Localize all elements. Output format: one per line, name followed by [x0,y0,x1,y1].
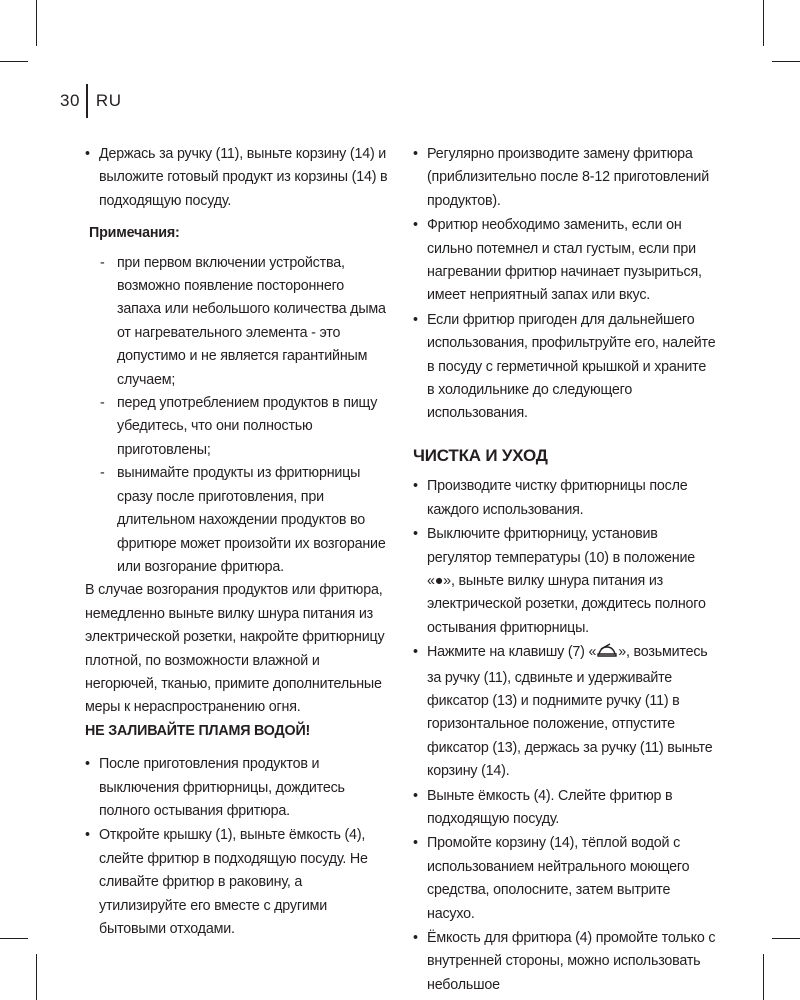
warning-text: НЕ ЗАЛИВАЙТЕ ПЛАМЯ ВОДОЙ! [85,722,311,739]
list-item: • Промойте корзину (14), тёплой водой с использованием нейтрального моющего средства, ополосните, затем вытрите насухо. [413,832,717,926]
list-item: • Откройте крышку (1), выньте ёмкость (4), слейте фритюр в подходящую посуду. Не сливайте фритюр в раковину, а утилизируйте его вместе с другими бытовыми отходами. [85,824,391,941]
crop-mark-top-left-h [0,61,28,62]
fire-paragraph: В случае возгорания продуктов или фритюра, немедленно выньте вилку шнура питания из электрической розетки, накройте фритюрницу плотной, по возможности влажной и негорючей, тканью, примите дополнительные меры к нераспространению огня. [85,582,385,716]
section-title: ЧИСТКА И УХОД [413,445,548,465]
left-column [85,143,391,942]
list-item-text-end: », возьмитесь за ручку (11), сдвиньте и удерживайте фиксатор (13) и поднимите ручку (11) в горизонтальное положение, отпустите фиксатор (13), держась за ручку (11) выньте корзину (14). [427,644,713,780]
language-code: RU [95,91,122,110]
note-item: - при первом включении устройства, возможно появление постороннего запаха или небольшого количества дыма от нагревательного элемента - это допустимо и не является гарантийным случаем; [100,252,391,392]
intro-list [85,143,391,213]
list-item: • Ёмкость для фритюра (4) промойте только с внутренней стороны, можно использовать небольшое [413,927,717,997]
note-item: - вынимайте продукты из фритюрницы сразу после приготовления, при длительном нахождении продуктов во фритюре может произойти их возгорание или возгорание фритюра. [100,462,391,579]
list-item: • Если фритюр пригоден для дальнейшего использования, профильтруйте его, налейте в посуду с герметичной крышкой и храните в холодильнике до следующего использования. [413,309,717,426]
list-item: • Фритюр необходимо заменить, если он сильно потемнел и стал густым, если при нагревании фритюр начинает пузыриться, имеет неприятный запах или вкус. [413,214,717,308]
list-item-text-start: Нажмите на клавишу (7) « [427,644,597,661]
page-header [60,84,121,118]
list-item: • Производите чистку фритюрницы после каждого использования. [413,475,717,522]
crop-mark-top-right-h [772,61,800,62]
notes-list [85,252,391,580]
crop-mark-top-left [36,0,37,46]
list-item: • Выключите фритюрницу, установив регулятор температуры (10) в положение «●», выньте вилку шнура питания из электрической розетки, дождитесь полного остывания фритюрницы. [413,523,717,640]
right-column [413,143,717,998]
list-item: • После приготовления продуктов и выключения фритюрницы, дождитесь полного остывания фритюра. [85,753,391,823]
header-divider [86,84,88,118]
cleaning-list [413,475,717,997]
crop-mark-top-right [763,0,764,46]
notes-title: Примечания: [89,225,180,242]
list-item [413,641,717,783]
list-item: • Регулярно производите замену фритюра (приблизительно после 8-12 приготовлений продуктов). [413,143,717,213]
crop-mark-bottom-right [763,954,764,1000]
list-item: • Выньте ёмкость (4). Слейте фритюр в подходящую посуду. [413,785,717,832]
crop-mark-bottom-right-h [772,938,800,939]
crop-mark-bottom-left-h [0,938,28,939]
page-number: 30 [60,91,80,110]
after-cooking-list [85,753,391,941]
oil-care-list [413,143,717,426]
list-item: • Держась за ручку (11), выньте корзину (14) и выложите готовый продукт из корзины (14) в подходящую посуду. [85,143,391,213]
note-item: - перед употреблением продуктов в пищу убедитесь, что они полностью приготовлены; [100,392,391,462]
crop-mark-bottom-left [36,954,37,1000]
lid-open-icon [596,643,618,666]
